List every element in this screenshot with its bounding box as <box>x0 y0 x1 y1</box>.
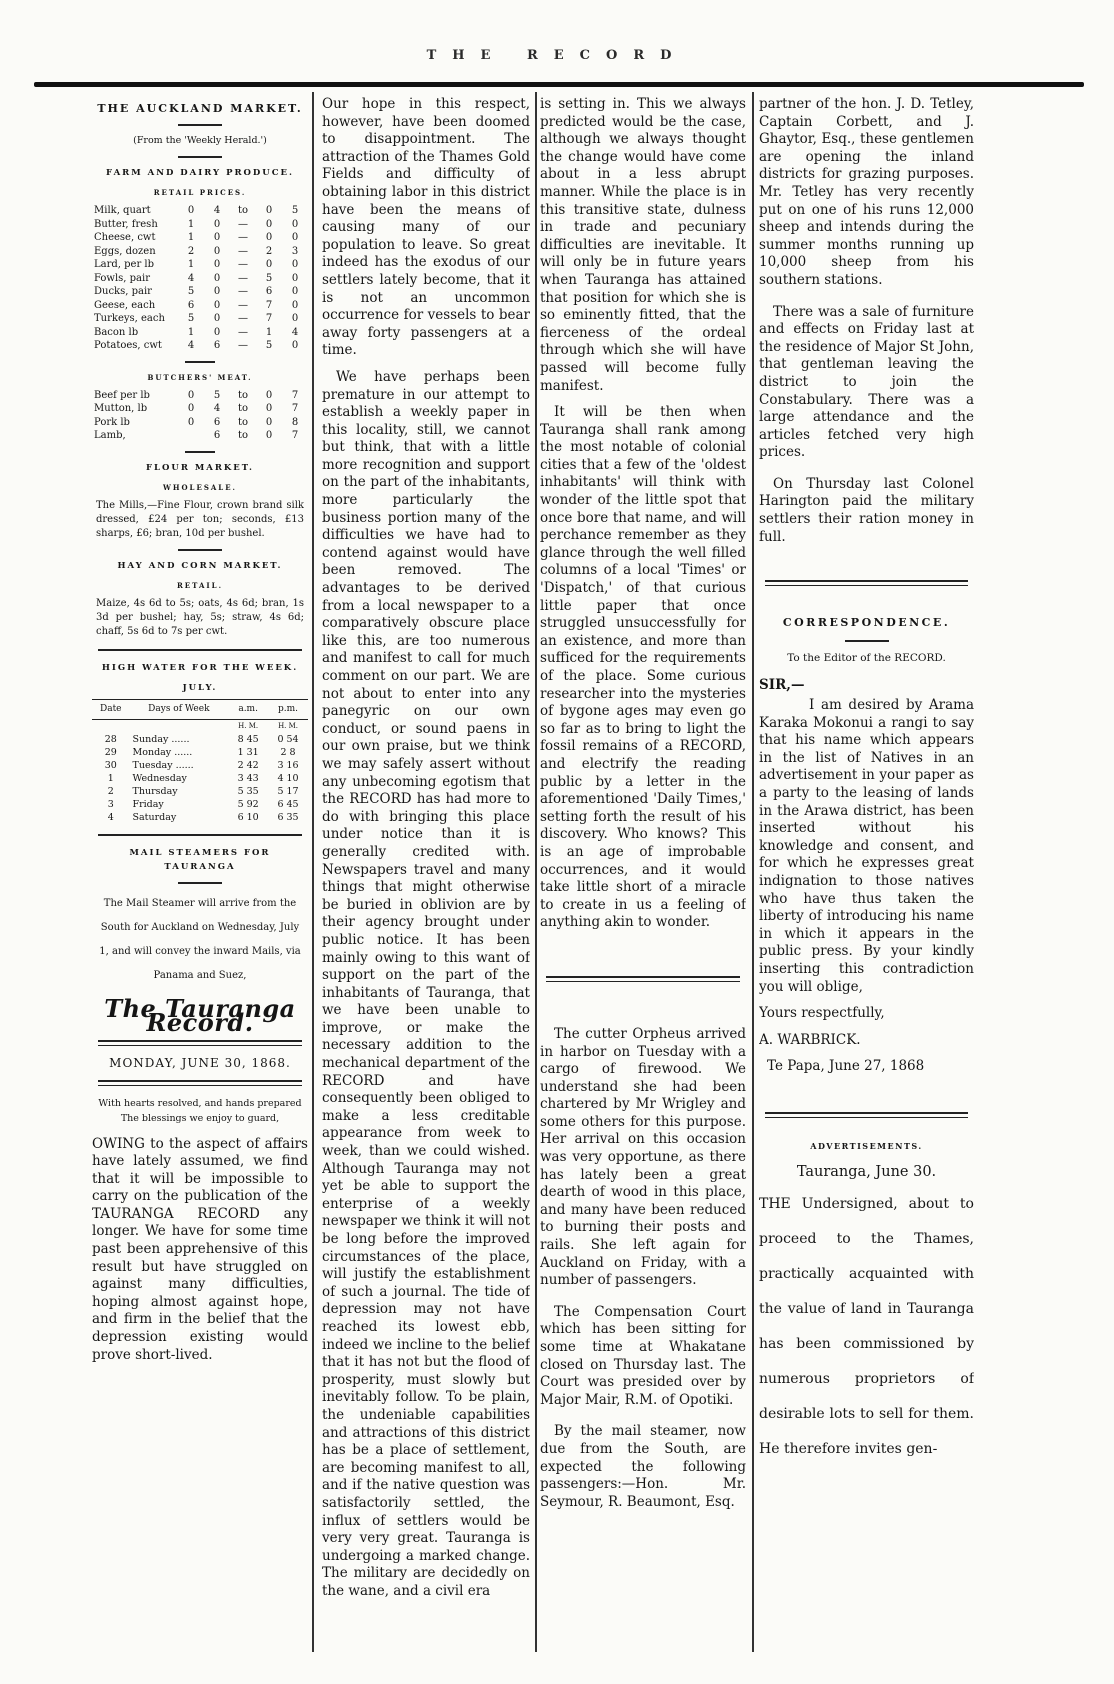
farm-price-row <box>92 272 308 286</box>
hay-text: Maize, 4s 6d to 5s; oats, 4s 6d; bran, 1s 3d per bushel; hay, 5s; straw, 4s 6d; chaff, 5s 6d to 7s per cwt. <box>96 597 304 637</box>
article-paragraph: It will be then when Tauranga shall rank among the most notable of colonial cities that a few of the 'oldest inhabitants' will think with wonder of the little spot that once bore that name, and will perchance remember as they glance through the well filled columns of a local 'Times' or 'Dispatch,' of that curious little paper that once struggled unsuccessfully for an existence, and more than sufficed for the requirements of the place. Some curious researcher into the mysteries of bygone ages may even go so far as to bring to light the fossil remains of a RECORD, and electrify the reading public by a letter in the aforementioned 'Daily Times,' setting forth the result of his discovery. Who knows? This is an age of improbable occurrences, and it would take little short of a miracle to create in us a feeling of anything akin to wonder. <box>540 404 746 931</box>
price-cell: 0 <box>213 286 221 297</box>
price-cell: to <box>237 416 249 428</box>
tide-date: 28 <box>104 733 117 745</box>
item-name: Lamb, <box>94 430 126 441</box>
price-cell: 0 <box>265 218 273 230</box>
divider <box>178 124 222 126</box>
price-cell: 7 <box>291 389 299 401</box>
tide-header: Date <box>92 699 130 719</box>
item-name: Pork lb <box>94 416 130 428</box>
hay-sub: RETAIL. <box>176 580 224 590</box>
price-cell: 4 <box>187 340 195 351</box>
price-cell: 0 <box>265 259 273 270</box>
column-divider <box>312 92 314 1652</box>
tide-date: 3 <box>107 798 114 810</box>
tide-title: HIGH WATER FOR THE WEEK. <box>101 662 299 673</box>
tide-time: 6 45 <box>277 798 299 810</box>
price-cell: 0 <box>265 430 273 441</box>
item-name: Milk, quart <box>94 205 151 216</box>
price-cell: 0 <box>265 403 273 414</box>
price-cell: 0 <box>291 218 299 230</box>
tide-time: 6 10 <box>237 811 259 823</box>
price-cell: 0 <box>213 245 221 257</box>
correspondence-title: CORRESPONDENCE. <box>782 616 951 630</box>
price-cell: 4 <box>213 403 221 414</box>
tide-date: 29 <box>104 746 117 758</box>
farm-price-row <box>92 299 308 313</box>
tide-time: 4 10 <box>277 772 299 784</box>
divider <box>178 549 222 551</box>
price-cell: 5 <box>187 286 195 297</box>
tide-date: 2 <box>107 785 114 797</box>
tide-row <box>92 798 308 811</box>
news-item: The cutter Orpheus arrived in harbor on Tuesday with a cargo of firewood. We understand she had been chartered by Mr Wrigley and some others for this purpose. Her arrival on this occasion was very opportune, as there has lately been a great dearth of wood in this place, and many have been reduced to burning their posts and rails. She left again for Auckland on Friday, with a number of passengers. <box>540 1025 746 1289</box>
tide-date: 1 <box>107 772 114 784</box>
price-cell: 6 <box>265 286 273 297</box>
butcher-price-table <box>92 389 308 443</box>
farm-price-table <box>92 204 308 353</box>
top-rule <box>34 82 1084 87</box>
divider <box>765 1112 968 1118</box>
price-cell: 5 <box>265 272 273 284</box>
tide-date: 30 <box>104 759 117 771</box>
market-title: THE AUCKLAND MARKET. <box>97 102 303 115</box>
price-cell: 2 <box>187 245 195 257</box>
salutation: SIR,— <box>759 677 805 694</box>
dateline: MONDAY, JUNE 30, 1868. <box>109 1055 291 1070</box>
price-cell: 2 <box>265 245 273 257</box>
tide-row <box>92 733 308 746</box>
price-cell: — <box>238 299 248 311</box>
farm-price-row <box>92 285 308 299</box>
item-name: Butter, fresh <box>94 218 158 230</box>
price-cell: 0 <box>291 313 299 324</box>
farm-price-row <box>92 326 308 340</box>
tide-month: JULY. <box>182 682 218 693</box>
price-cell: — <box>238 340 248 351</box>
mail-text: The Mail Steamer will arrive from the South for Auckland on Wednesday, July 1, and will convey the inward Mails, via Panama and Suez, <box>99 897 301 981</box>
motto <box>92 1096 308 1126</box>
divider <box>185 361 215 363</box>
price-cell: — <box>238 286 248 297</box>
market-source: (From the 'Weekly Herald.') <box>133 135 267 146</box>
price-cell: 5 <box>291 205 299 216</box>
item-name: Potatoes, cwt <box>94 340 162 351</box>
lead-article: OWING to the aspect of affairs have lately assumed, we find that it will be impossible to carry on the publication of the TAURANGA RECORD any longer. We have for some time past been apprehensive of this result but have struggled on against many difficulties, hoping almost against hope, and firm in the belief that the depression existing would prove short-lived. <box>92 1135 308 1363</box>
letter-body: I am desired by Arama Karaka Mokonui a rangi to say that his name which appears in the list of Natives in an advertisement in your paper as a party to the leasing of lands in the Arawa district, has been inserted without his knowledge and consent, and for which he expresses great indignation to those natives who have thus taken the liberty of introducing his name in which it appears in the public press. By your kindly inserting this contradiction you will oblige, <box>759 697 974 995</box>
news-item: The Compensation Court which has been sitting for some time at Whakatane closed on Thursday last. The Court was presided over by Major Mair, R.M. of Opotiki. <box>540 1303 746 1408</box>
item-name: Lard, per lb <box>94 259 155 270</box>
price-cell: 7 <box>265 299 273 311</box>
price-cell: 0 <box>213 232 221 243</box>
column-1 <box>92 96 308 1666</box>
price-cell: — <box>238 218 248 230</box>
tide-time: 5 17 <box>277 785 299 797</box>
retail-prices-label: RETAIL PRICES. <box>153 188 247 197</box>
item-name: Cheese, cwt <box>94 232 156 243</box>
article-paragraph: We have perhaps been premature in our attempt to establish a weekly paper in this locality, still, we cannot but think, that with a little more recognition and support on the part of the inhabitants, more particularly the business portion many of the difficulties we have had to contend against would have been removed. The advantages to be derived from a local newspaper to a comparatively obscure place like this, are too numerous and manifest to call for much comment on our part. We are not about to enter into any panegyric on our own conduct, or sound paens in our own praise, but we think we may safely assert without any unbecoming egotism that the RECORD has had more to do with bringing this place under notice than it is generally credited with. Newspapers travel and many things that might otherwise be buried in oblivion are by their agency brought under public notice. It has been mainly owing to this want of support on the part of the inhabitants of Tauranga, that we have been unable to improve, or make the necessary addition to the mechanical department of the RECORD and have consequently been obliged to make a less creditable appearance from week to week, than we could wished. Although Tauranga may not yet be able to support the enterprise of a weekly newspaper we think it will not be long before the improved circumstances of the place, will justify the establishment of such a journal. The tide of depression may not have reached its lowest ebb, indeed we incline to the belief that it has not but the flood of prosperity, must slowly but inevitably follow. To be plain, the undeniable capabilities and attractions of this district has be a place of settlement, are becoming manifest to all, and if the native question was satisfactorily settled, the influx of settlers would be very very great. Tauranga is undergoing a marked change. The military are decidedly on the wane, and a civil era <box>322 368 530 1599</box>
item-name: Fowls, pair <box>94 272 151 284</box>
farm-price-row <box>92 312 308 326</box>
letter-closing: Yours respectfully, <box>759 1005 885 1022</box>
tide-day: Saturday <box>132 811 177 823</box>
tide-header: a.m. <box>228 699 268 719</box>
item-name: Eggs, dozen <box>94 245 156 257</box>
price-cell: 0 <box>291 340 299 351</box>
price-cell: 7 <box>265 313 273 324</box>
butcher-price-row <box>92 429 308 443</box>
masthead: THE RECORD <box>426 48 688 63</box>
news-item: partner of the hon. J. D. Tetley, Captain Corbett, and J. Ghaytor, Esq., these gentlemen are opening the inland districts for grazing purposes. Mr. Tetley has very recently put on one of his runs 12,000 sheep and intends during the summer months running up 10,000 sheep from his southern stations. <box>759 96 974 288</box>
tide-day: Thursday <box>132 785 178 797</box>
item-name: Geese, each <box>94 299 156 311</box>
tide-row <box>92 759 308 772</box>
price-cell: 6 <box>187 299 195 311</box>
farm-price-row <box>92 231 308 245</box>
news-item: By the mail steamer, now due from the South, are expected the following passengers:—Hon. Mr. Seymour, R. Beaumont, Esq. <box>540 1423 746 1510</box>
price-cell: — <box>238 259 248 270</box>
price-cell: 0 <box>187 403 195 414</box>
mail-title: MAIL STEAMERS FOR TAURANGA <box>129 847 271 872</box>
divider <box>98 1080 302 1086</box>
tide-header: Days of Week <box>130 699 229 719</box>
item-name: Mutton, lb <box>94 403 148 414</box>
tide-time: 2 8 <box>280 746 296 758</box>
price-cell: 5 <box>265 340 273 351</box>
price-cell: 0 <box>291 272 299 284</box>
tide-unit <box>92 719 130 733</box>
butcher-price-row <box>92 416 308 430</box>
divider <box>98 649 302 651</box>
price-cell: 6 <box>213 416 221 428</box>
advertisements-title: ADVERTISEMENTS. <box>810 1140 923 1151</box>
price-cell: — <box>238 326 248 338</box>
price-cell: 6 <box>213 340 221 351</box>
tide-day: Friday <box>132 798 164 810</box>
tide-day: Monday ...... <box>132 746 193 758</box>
divider <box>178 882 222 884</box>
price-cell: 3 <box>291 245 299 257</box>
price-cell: 0 <box>187 205 195 216</box>
farm-price-row <box>92 204 308 218</box>
price-cell: 0 <box>213 313 221 324</box>
price-cell: 0 <box>265 205 273 216</box>
price-cell: 5 <box>213 389 221 401</box>
price-cell: to <box>237 430 249 441</box>
item-name: Ducks, pair <box>94 286 152 297</box>
price-cell: 1 <box>265 326 273 338</box>
tide-table <box>92 699 308 824</box>
column-4 <box>759 96 974 1666</box>
motto-line: With hearts resolved, and hands prepared <box>98 1097 302 1109</box>
tide-units-row <box>92 719 308 733</box>
price-cell: 6 <box>213 430 221 441</box>
item-name: Beef per lb <box>94 389 150 401</box>
article-paragraph: Our hope in this respect, however, have been doomed to disappointment. The attraction of the Thames Gold Fields and difficulty of obtaining labor in this district have been the means of causing many of our population to leave. So great indeed has the exodus of our settlers lately become, that it is not an uncommon occurrence for vessels to bear away forty passengers at a time. <box>322 96 530 359</box>
divider <box>765 580 968 586</box>
divider <box>98 834 302 836</box>
divider <box>185 451 215 453</box>
tide-day: Sunday ...... <box>132 733 190 745</box>
price-cell: 0 <box>291 259 299 270</box>
farm-price-row <box>92 339 308 353</box>
hay-title: HAY AND CORN MARKET. <box>117 560 283 571</box>
article-paragraph: is setting in. This we always predicted would be the case, although we always thought the change would have come about in a less abrupt manner. While the place is in this transitive state, dulness in trade and pecuniary difficulties are inevitable. It will only be in future years when Tauranga has attained that position for which she is so eminently fitted, that the fierceness of the ordeal through which she will have passed will become fully manifest. <box>540 96 746 394</box>
divider <box>98 1040 302 1046</box>
farm-title: FARM AND DAIRY PRODUCE. <box>106 168 294 178</box>
price-cell: 1 <box>187 218 195 230</box>
tide-date: 4 <box>107 811 114 823</box>
tide-time: 0 54 <box>277 733 299 745</box>
price-cell: 7 <box>291 430 299 441</box>
tide-row <box>92 811 308 824</box>
tide-header: p.m. <box>268 699 308 719</box>
item-name: Turkeys, each <box>94 313 165 324</box>
flour-text: The Mills,—Fine Flour, crown brand silk dressed, £24 per ton; seconds, £13 sharps, £6; bran, 10d per bushel. <box>96 499 304 539</box>
butcher-title: BUTCHERS' MEAT. <box>147 372 253 382</box>
farm-price-row <box>92 258 308 272</box>
price-cell: 0 <box>213 272 221 284</box>
price-cell: — <box>238 313 248 324</box>
price-cell: 1 <box>187 259 195 270</box>
price-cell: 4 <box>291 326 299 338</box>
price-cell: — <box>238 272 248 284</box>
news-item: There was a sale of furniture and effects on Friday last at the residence of Major St John, that gentleman leaving the district to join the Constabulary. There was a large attendance and the articles fetched very high prices. <box>759 303 974 461</box>
price-cell: 1 <box>187 326 195 338</box>
price-cell: 0 <box>265 416 273 428</box>
price-cell <box>178 429 204 443</box>
price-cell: to <box>237 205 249 216</box>
advertisement-place-date: Tauranga, June 30. <box>796 1163 937 1180</box>
flour-sub: WHOLESALE. <box>162 482 237 492</box>
flour-title: FLOUR MARKET. <box>146 462 254 473</box>
butcher-price-row <box>92 402 308 416</box>
tide-row <box>92 746 308 759</box>
price-cell: 7 <box>291 403 299 414</box>
tide-unit: H. M. <box>238 721 259 730</box>
price-cell: 0 <box>291 286 299 297</box>
advertisement-text: THE Undersigned, about to proceed to the Thames, practically acquainted with the value of land in Tauranga has been commissioned by numerous proprietors of desirable lots to sell for them. He therefore invites gen- <box>759 1196 974 1458</box>
divider <box>178 156 222 158</box>
price-cell: 0 <box>187 389 195 401</box>
tide-time: 8 45 <box>237 733 259 745</box>
price-cell: 0 <box>265 232 273 243</box>
price-cell: 8 <box>291 416 299 428</box>
price-cell: to <box>237 403 249 414</box>
price-cell: 0 <box>213 299 221 311</box>
divider <box>546 976 740 982</box>
tide-day: Tuesday ...... <box>132 759 194 771</box>
tide-time: 3 16 <box>277 759 299 771</box>
price-cell: 0 <box>291 299 299 311</box>
price-cell: 4 <box>187 272 195 284</box>
tide-time: 3 43 <box>237 772 259 784</box>
price-cell: 1 <box>187 232 195 243</box>
price-cell: 0 <box>291 232 299 243</box>
paper-title: The Tauranga Record. <box>104 993 296 1037</box>
tide-row <box>92 785 308 798</box>
tide-day: Wednesday <box>132 772 187 784</box>
tide-time: 2 42 <box>237 759 259 771</box>
tide-time: 5 92 <box>237 798 259 810</box>
tide-time: 6 35 <box>277 811 299 823</box>
price-cell: to <box>237 389 249 401</box>
column-3 <box>540 96 746 1666</box>
column-divider <box>535 92 537 1652</box>
letter-signature: A. WARBRICK. <box>759 1031 861 1048</box>
to-editor: To the Editor of the RECORD. <box>787 651 946 664</box>
tide-unit <box>130 719 229 733</box>
letter-place-date: Te Papa, June 27, 1868 <box>767 1058 925 1075</box>
tide-unit: H. M. <box>278 721 299 730</box>
item-name: Bacon lb <box>94 326 139 338</box>
butcher-price-row <box>92 389 308 403</box>
divider <box>845 640 889 642</box>
column-divider <box>752 92 754 1652</box>
price-cell: 5 <box>187 313 195 324</box>
motto-line: The blessings we enjoy to guard, <box>120 1112 280 1124</box>
tide-time: 1 31 <box>237 746 259 758</box>
price-cell: 0 <box>187 416 195 428</box>
price-cell: 0 <box>213 259 221 270</box>
price-cell: — <box>238 245 248 257</box>
tide-time: 5 35 <box>237 785 259 797</box>
price-cell: 0 <box>213 326 221 338</box>
farm-price-row <box>92 218 308 232</box>
price-cell: 0 <box>213 218 221 230</box>
news-item: On Thursday last Colonel Harington paid the military settlers their ration money in full. <box>759 475 974 545</box>
farm-price-row <box>92 245 308 259</box>
column-2 <box>322 96 530 1666</box>
price-cell: 0 <box>265 389 273 401</box>
price-cell: — <box>238 232 248 243</box>
tide-row <box>92 772 308 785</box>
price-cell: 4 <box>213 205 221 216</box>
